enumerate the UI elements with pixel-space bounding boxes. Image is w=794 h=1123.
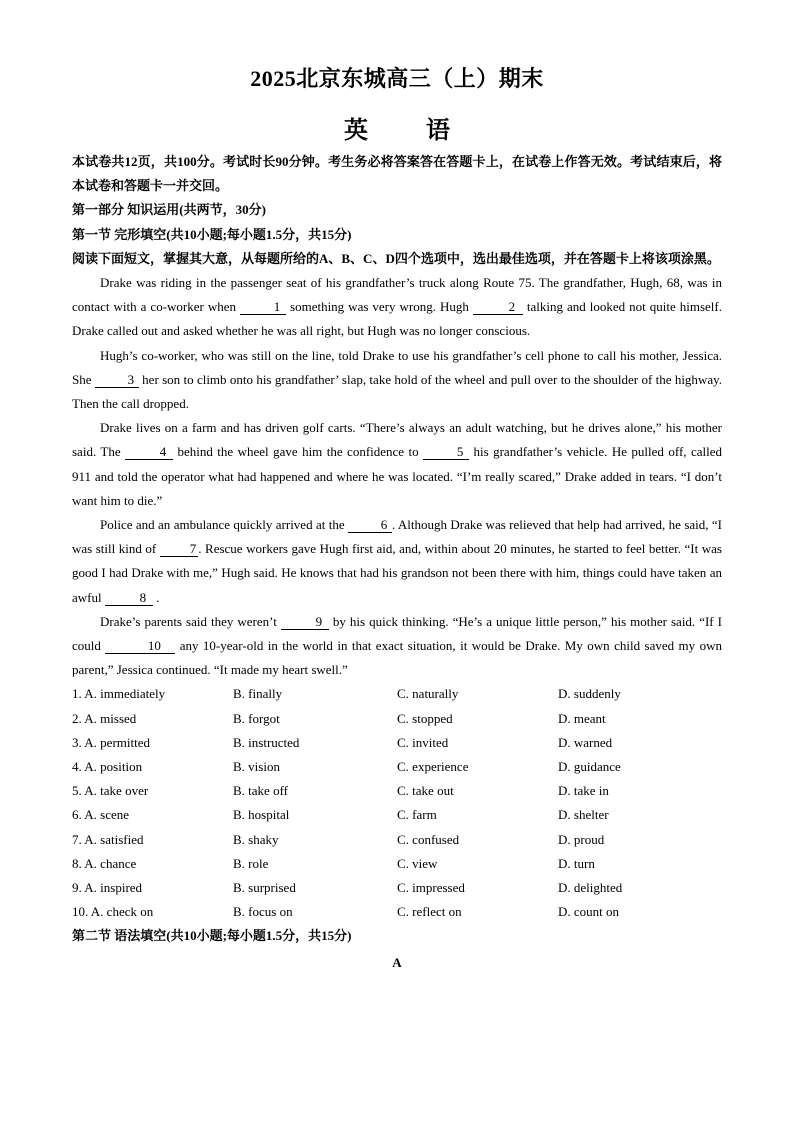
text-run: Drake was riding in the passenger seat of his grandfather’s truck along Route 75. The grandfather, Hugh, 68, was in contact with a co-worker when	[72, 275, 722, 315]
intro-text: 本试卷共12页，共100分。考试时长90分钟。考生务必将答案答在答题卡上，在试卷上作答无效。考试结束后，将本试卷和答题卡一并交回。	[72, 154, 722, 194]
directions-text: 阅读下面短文，掌握其大意，从每题所给的A、B、C、D四个选项中，选出最佳选项，并在答题卡上将该项涂黑。	[72, 250, 720, 266]
option-b: B. forgot	[233, 710, 280, 726]
option-a: 5. A. take over	[72, 783, 149, 799]
option-b: B. shaky	[233, 831, 279, 847]
page-title: 2025北京东城高三（上）期末	[250, 66, 544, 91]
option-a: 8. A. chance	[72, 855, 137, 871]
options-row	[72, 682, 722, 706]
options-row	[72, 852, 722, 876]
option-c: C. take out	[397, 783, 454, 799]
options-row	[72, 779, 722, 803]
option-a: 1. A. immediately	[72, 686, 166, 702]
option-d: D. suddenly	[558, 686, 621, 702]
options-row	[72, 803, 722, 827]
options-row	[72, 900, 722, 924]
blank-6: 6	[348, 518, 392, 533]
text-run: her son to climb onto his grandfather’ slap, take hold of the wheel and pull over to the shoulder of the highway. Then the call dropped.	[72, 371, 722, 412]
option-d: D. meant	[558, 710, 606, 726]
passage-paragraph-5	[72, 610, 722, 683]
text-run: Drake lives on a farm and has driven golf carts. “There’s always an adult watching, but he drives alone,” his mother said. The	[72, 420, 722, 460]
option-c: C. reflect on	[397, 904, 462, 920]
passage-paragraph-4	[72, 513, 722, 610]
option-c: C. impressed	[397, 879, 465, 895]
option-c: C. view	[397, 855, 438, 871]
blank-7: 7	[160, 542, 199, 557]
text-run: . Rescue workers gave Hugh first aid, and, within about 20 minutes, he started to feel better. “It was good I had Drake with me,” Hugh said. He knows that had his grandson not been there with him, things could have taken an awful	[72, 541, 722, 605]
blank-1: 1	[240, 300, 286, 315]
text-run: his grandfather’s vehicle. He pulled off, called 911 and told the operator what had happened and where he was located. “I’m really scared,” Drake added in tears. “I don’t want him to die.”	[72, 444, 722, 508]
options-row	[72, 828, 722, 852]
option-b: B. focus on	[233, 904, 293, 920]
option-b: B. hospital	[233, 807, 290, 823]
option-d: D. count on	[558, 904, 620, 920]
option-b: B. instructed	[233, 734, 300, 750]
option-c: C. confused	[397, 831, 460, 847]
section1-heading: 第一节 完形填空(共10小题;每小题1.5分，共15分)	[72, 226, 352, 242]
text-run: something was very wrong. Hugh	[286, 299, 473, 315]
text-run: .	[152, 589, 160, 605]
passage-paragraph-1	[72, 271, 722, 344]
options-row	[72, 755, 722, 779]
option-b: B. finally	[233, 686, 283, 702]
text-run: behind the wheel gave him the confidence to	[173, 444, 424, 460]
option-a: 4. A. position	[72, 759, 143, 775]
blank-8: 8	[105, 591, 153, 606]
passage-paragraph-3	[72, 416, 722, 513]
option-b: B. vision	[233, 759, 280, 775]
option-c: C. invited	[397, 734, 449, 750]
option-b: B. surprised	[233, 879, 296, 895]
option-a: 7. A. satisfied	[72, 831, 144, 847]
option-d: D. proud	[558, 831, 605, 847]
option-a: 6. A. scene	[72, 807, 130, 823]
text-run: by his quick thinking. “He’s a unique little person,” his mother said. “If I could	[72, 613, 722, 654]
option-d: D. warned	[558, 734, 613, 750]
option-b: B. role	[233, 855, 269, 871]
exam-content	[72, 150, 722, 975]
blank-2: 2	[473, 300, 523, 315]
blank-5: 5	[423, 445, 469, 460]
option-c: C. stopped	[397, 710, 453, 726]
option-c: C. farm	[397, 807, 437, 823]
text-run: Police and an ambulance quickly arrived at the	[100, 517, 348, 533]
option-d: D. take in	[558, 783, 609, 799]
options-list	[72, 682, 722, 924]
text-run: . Although Drake was relieved that help had arrived, he said, “I was still kind of	[72, 517, 722, 557]
options-row	[72, 707, 722, 731]
passage-paragraph-2	[72, 344, 722, 417]
subject-title: 英 语	[344, 118, 476, 144]
option-d: D. guidance	[558, 759, 621, 775]
options-row	[72, 876, 722, 900]
option-a: 2. A. missed	[72, 710, 137, 726]
text-run: any 10-year-old in the world in that exact situation, it would be Drake. My own child saved my own parent,” Jessica continued. “It made my heart swell.”	[72, 638, 722, 678]
option-d: D. turn	[558, 855, 595, 871]
options-row	[72, 731, 722, 755]
option-b: B. take off	[233, 783, 288, 799]
option-a: 9. A. inspired	[72, 879, 143, 895]
option-d: D. shelter	[558, 807, 609, 823]
blank-10: 10	[105, 639, 175, 654]
section2-heading: 第二节 语法填空(共10小题;每小题1.5分，共15分)	[72, 928, 352, 944]
part1-heading: 第一部分 知识运用(共两节，30分)	[72, 202, 266, 218]
option-a: 10. A. check on	[72, 904, 154, 920]
blank-4: 4	[125, 445, 173, 460]
text-run: talking and looked not quite himself. Drake called out and asked whether he was all right, but Hugh was no longer conscious.	[72, 299, 722, 339]
option-c: C. experience	[397, 759, 469, 775]
blank-3: 3	[95, 373, 139, 388]
option-a: 3. A. permitted	[72, 734, 150, 750]
option-d: D. delighted	[558, 879, 623, 895]
blank-9: 9	[281, 615, 329, 630]
section2-label: A	[392, 954, 402, 970]
text-run: Drake’s parents said they weren’t	[100, 613, 281, 629]
option-c: C. naturally	[397, 686, 459, 702]
text-run: Hugh’s co-worker, who was still on the line, told Drake to use his grandfather’s cell phone to call his mother, Jessica. She	[72, 347, 722, 387]
